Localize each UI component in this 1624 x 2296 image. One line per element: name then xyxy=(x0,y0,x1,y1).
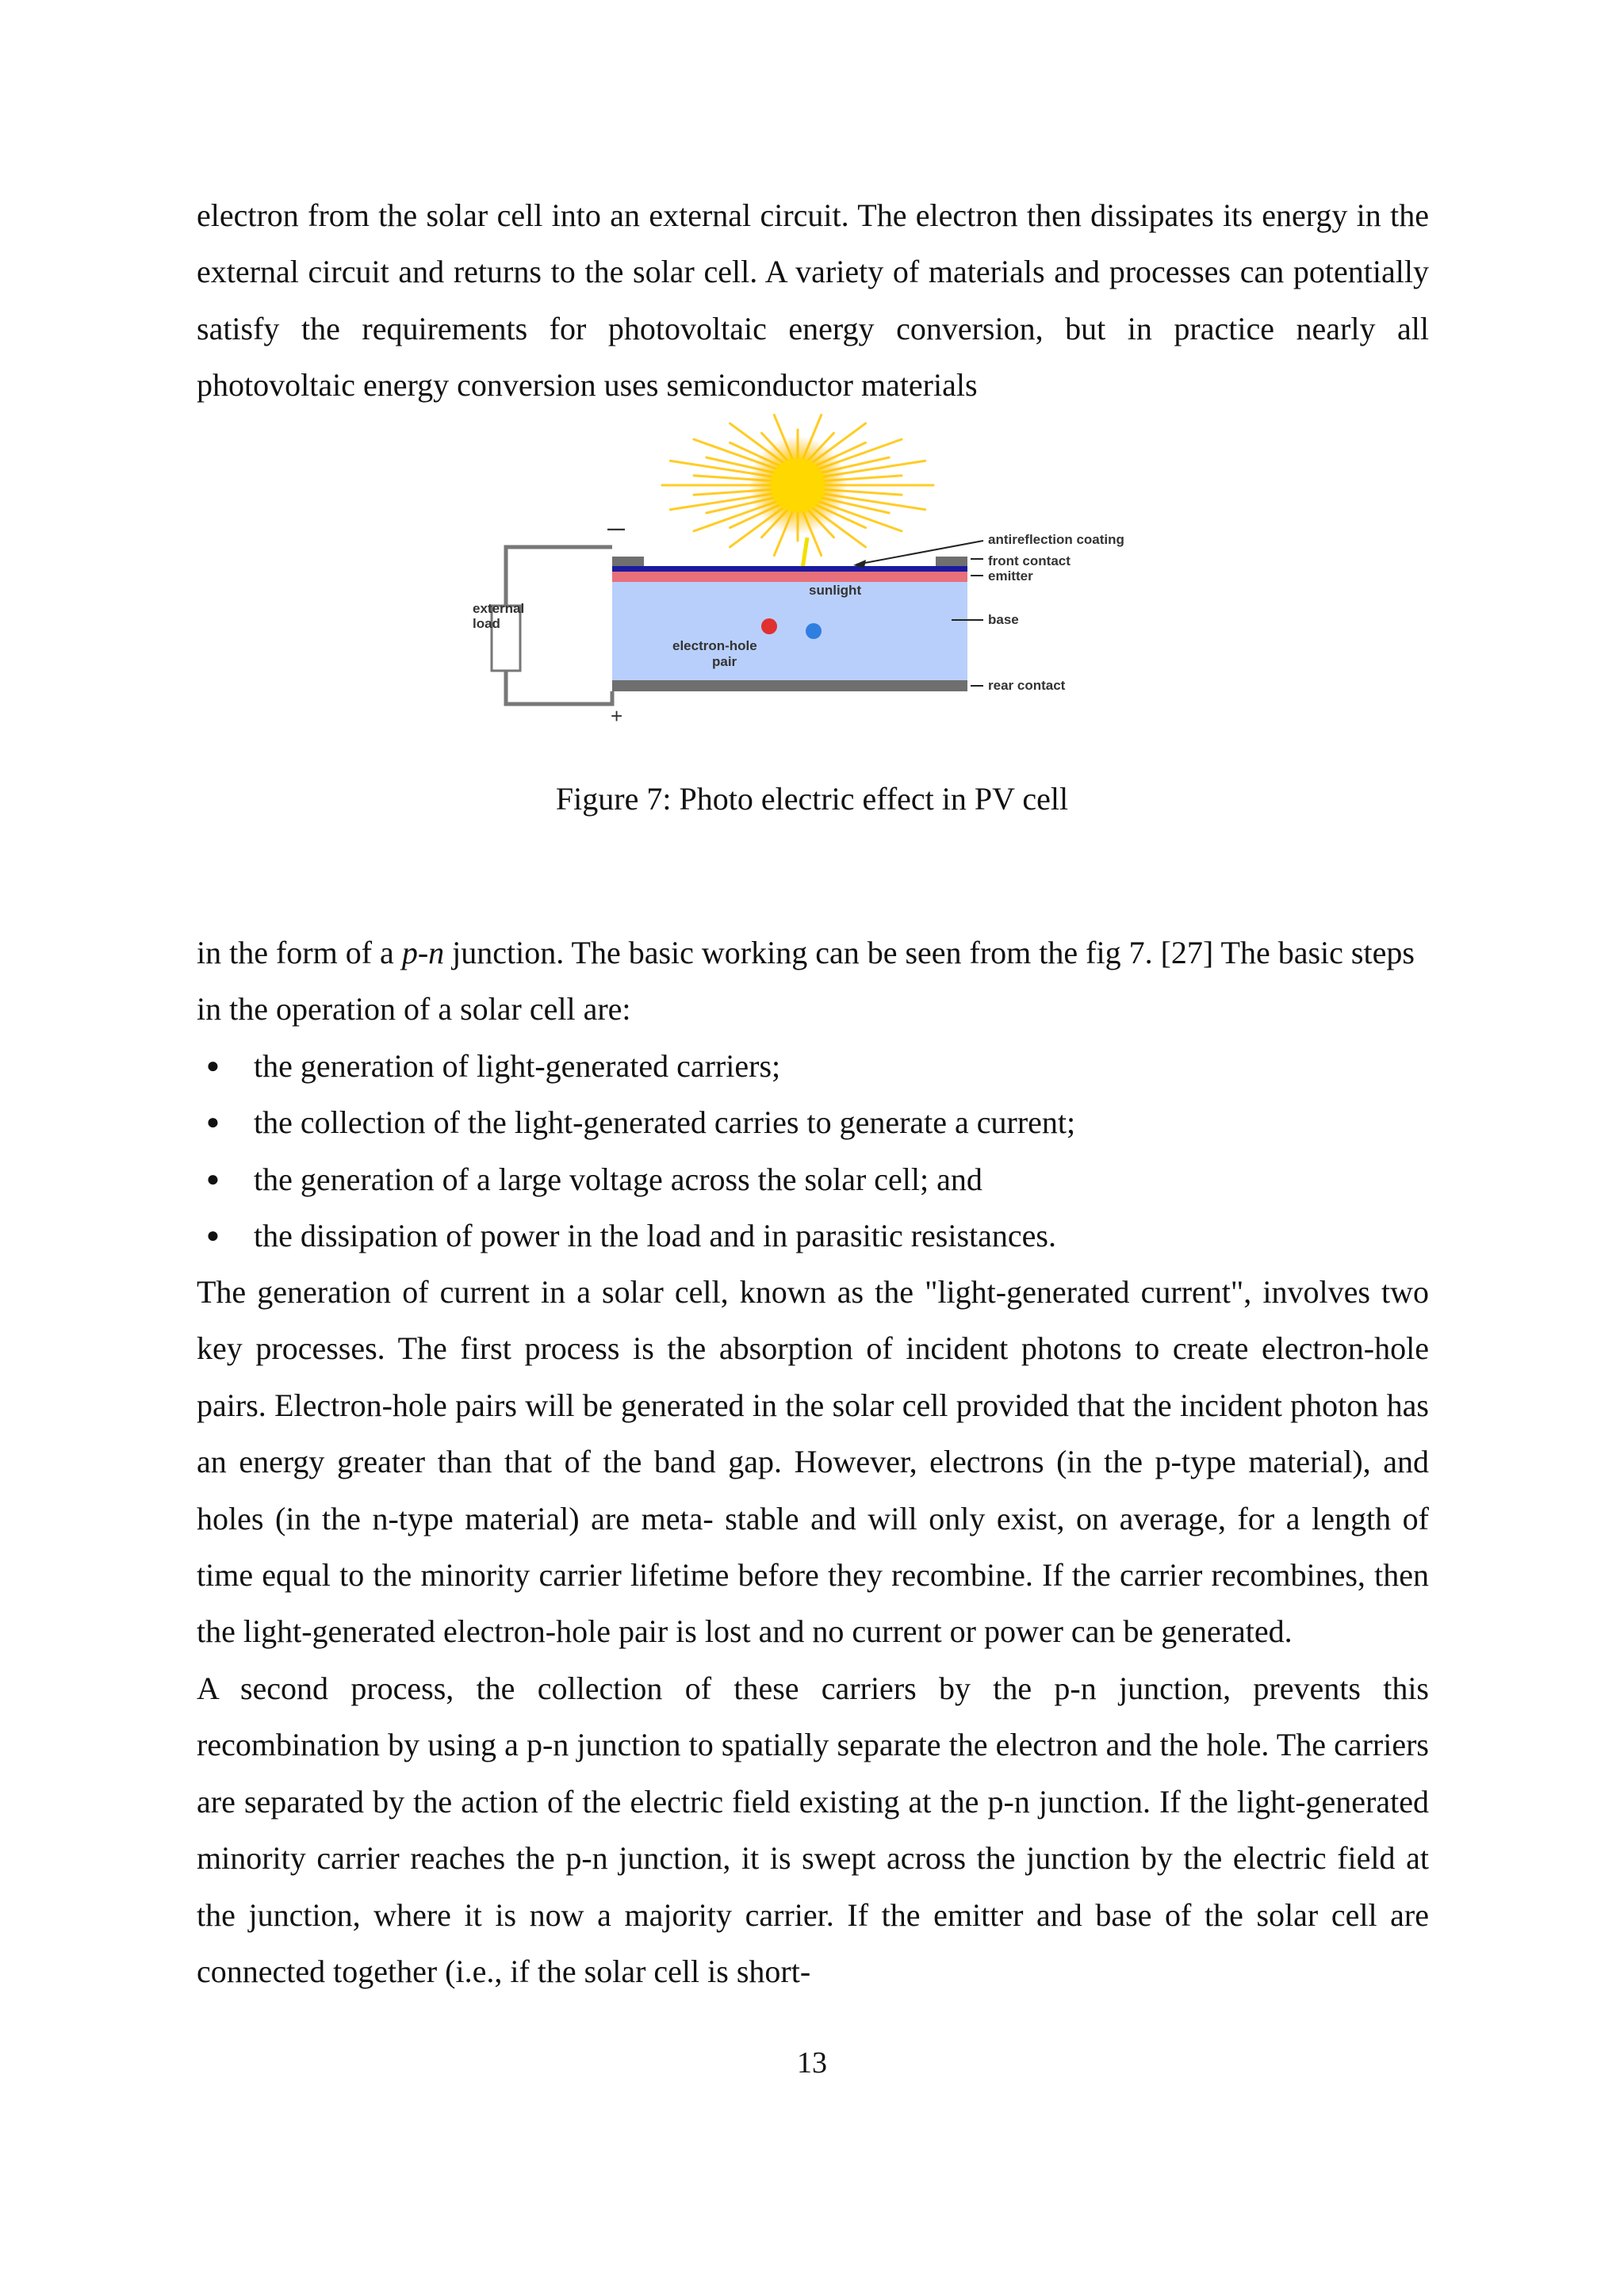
plus-sign: + xyxy=(611,704,623,728)
base-region xyxy=(612,582,967,687)
p2-text-start: in the form of a xyxy=(197,935,402,970)
list-item-text: the collection of the light-generated carries to generate a current; xyxy=(254,1104,1076,1141)
sunlight-label: sunlight xyxy=(809,583,862,598)
pair-label: pair xyxy=(712,654,737,669)
base-label: base xyxy=(988,612,1019,627)
list-item xyxy=(197,1151,1075,1207)
list-item-text: the generation of a large voltage across the solar cell; and xyxy=(254,1161,982,1197)
list-item-text: the generation of light-generated carriers; xyxy=(254,1048,781,1084)
list-item-text: the dissipation of power in the load and in parasitic resistances. xyxy=(254,1218,1056,1254)
bullet-icon: ● xyxy=(206,1166,220,1192)
page-number: 13 xyxy=(797,2046,827,2080)
external-circuit-wire-bottom xyxy=(506,671,612,704)
rear-contact-layer xyxy=(612,680,967,691)
list-item xyxy=(197,1038,1075,1094)
bullet-icon: ● xyxy=(206,1223,220,1249)
paragraph-intro: electron from the solar cell into an external circuit. The electron then dissipates its energy in the external circuit and returns to the solar cell. A variety of materials and processes can potentially satisfy the requirements for photovoltaic energy conversion, but in practice nearly all photovoltaic energy conversion uses semiconductor materials xyxy=(197,197,1429,404)
rear-contact-label: rear contact xyxy=(988,678,1066,693)
list-item xyxy=(197,1207,1075,1264)
front-contact-left xyxy=(612,557,644,566)
antireflection-coating-layer xyxy=(612,566,967,572)
list-item xyxy=(197,1094,1075,1150)
steps-list xyxy=(197,1038,1075,1265)
electron-hole-label: electron-hole xyxy=(672,638,757,653)
bullet-icon: ● xyxy=(206,1110,220,1135)
sun-icon xyxy=(662,415,933,555)
electron-icon xyxy=(761,618,777,634)
paragraph-collection-process: A second process, the collection of these carriers by the p-n junction, prevents this recombination by using a p-n junction to spatially separate the electron and the hole. The carriers are separated by the action of the electric field existing at the p-n junction. If the light-generated minority carrier reaches the p-n junction, it is swept across the junction by the electric field at the junction, where it is now a majority carrier. If the emitter and base of the solar cell are connected together (i.e., if the solar cell is short- xyxy=(197,1670,1429,1990)
paragraph-light-generated-current: The generation of current in a solar cell, known as the "light-generated current", involves two key processes. The first process is the absorption of incident photons to create electron-hole pairs. Electron-hole pairs will be generated in the solar cell provided that the incident photon has an energy greater than that of the band gap. However, electrons (in the p-type material), and holes (in the n-type material) are meta- stable and will only exist, on average, for a length of time equal to the minority carrier lifetime before they recombine. If the carrier recombines, then the light-generated electron-hole pair is lost and no current or power can be generated. xyxy=(197,1274,1429,1650)
minus-sign: — xyxy=(607,519,625,538)
antireflection-label: antireflection coating xyxy=(988,532,1124,547)
paragraph-pn-junction xyxy=(197,924,1429,1038)
emitter-layer xyxy=(612,571,967,582)
p2-text-end: junction. The basic working can be seen from the fig 7. [27] The basic steps in the operation of a solar cell are: xyxy=(197,935,1415,1027)
load-label: load xyxy=(473,616,500,631)
front-contact-right xyxy=(936,557,967,566)
figure-caption: Figure 7: Photo electric effect in PV cell xyxy=(555,781,1069,817)
hole-icon xyxy=(806,623,822,639)
bullet-icon: ● xyxy=(206,1054,220,1078)
emitter-label: emitter xyxy=(988,568,1033,584)
p2-italic-pn: p-n xyxy=(401,935,445,970)
pv-cell-figure xyxy=(444,412,1205,745)
front-contact-label: front contact xyxy=(988,553,1071,568)
external-label: external xyxy=(473,601,525,616)
external-circuit-wire xyxy=(506,547,612,606)
